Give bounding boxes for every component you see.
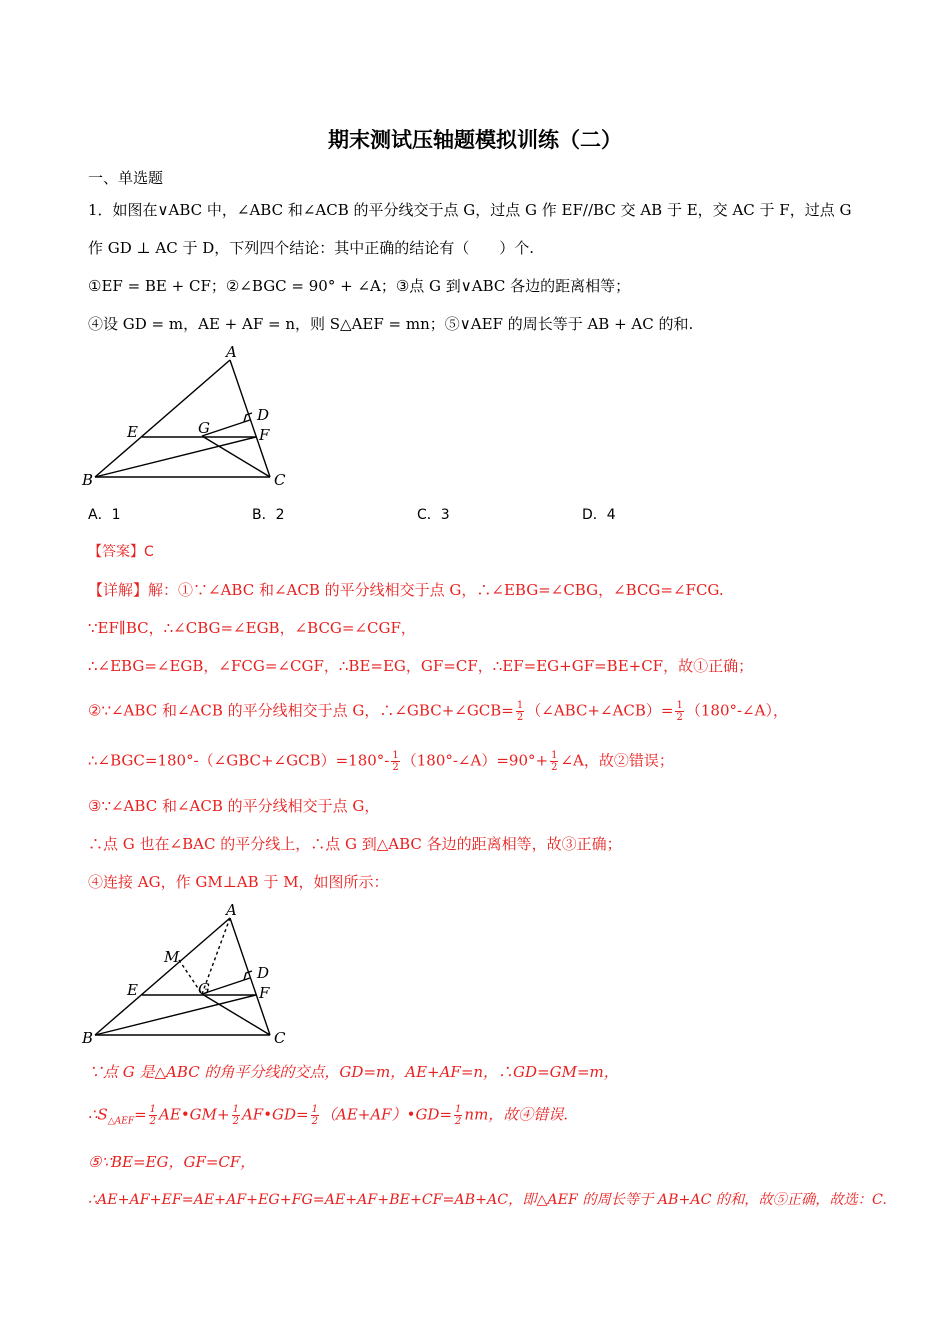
figure-1 (80, 340, 300, 490)
detail-text-5b: （180°-∠A）=90°+ (401, 751, 549, 770)
detail-text-5a: ∴∠BGC=180°-（∠GBC+∠GCB）=180°- (88, 751, 390, 770)
detail-line-12: ∴AE+AF+EF=AE+AF+EG+FG=AE+AF+BE+CF=AB+AC，即△AEF 的周长等于 AB+AC 的和，故⑤正确，故选：C. (88, 1192, 887, 1208)
fraction-half: $\frac{1}{2}$ (311, 1104, 318, 1127)
detail-text-4c: （180°-∠A）， (685, 701, 788, 720)
detail-line-6: ③∵∠ABC 和∠ACB 的平分线相交于点 G， (88, 797, 380, 815)
detail-line-1 (88, 580, 724, 600)
detail-text-4a: ②∵∠ABC 和∠ACB 的平分线相交于点 G，∴∠GBC+∠GCB= (88, 701, 514, 720)
fraction-half: $\frac{1}{2}$ (392, 750, 399, 773)
question-line-1: 1．如图在∨ABC 中，∠ABC 和∠ACB 的平分线交于点 G，过点 G 作 EF//BC 交 AB 于 E，交 AC 于 F，过点 G (88, 201, 852, 219)
label-m: M (164, 948, 180, 966)
detail-line-2: ∵EF∥BC，∴∠CBG=∠EGB，∠BCG=∠CGF， (88, 619, 416, 637)
label-c: C (274, 1029, 286, 1047)
segment-bf (95, 437, 256, 477)
section-heading: 一、单选题 (88, 169, 164, 187)
label-a: A (226, 343, 237, 361)
fraction-half: $\frac{1}{2}$ (516, 700, 524, 723)
answer: 【答案】C (88, 544, 154, 560)
label-a: A (226, 901, 237, 919)
detail-line-10: $\therefore S_{\triangle AEF}=$ $\frac{1}{2}$ AE•GM+ $\frac{1}{2}$ AF•GD= $\frac{1}{2}$ （AE+AF）•GD= $\frac{1}{2}$ nm，故④错误. (88, 1104, 569, 1127)
detail-line-8: ④连接 AG，作 GM⊥AB 于 M，如图所示： (88, 873, 389, 891)
label-b: B (82, 471, 94, 489)
detail-line-9: ∵点 G 是△ABC 的角平分线的交点，GD=m，AE+AF=n，∴GD=GM=m， (88, 1063, 619, 1081)
fraction-half: $\frac{1}{2}$ (455, 1104, 462, 1127)
detail-line-3: ∴∠EBG=∠EGB，∠FCG=∠CGF，∴BE=EG，GF=CF，∴EF=EG+GF=BE+CF，故①正确； (88, 657, 754, 675)
label-e: E (127, 981, 138, 999)
fraction-half: $\frac{1}{2}$ (232, 1104, 239, 1127)
label-d: D (257, 964, 270, 982)
question-line-3: ①EF = BE + CF；②∠BGC = 90° + ∠A；③点 G 到∨ABC 各边的距离相等； (88, 277, 631, 295)
label-f: F (259, 426, 270, 444)
figure-2 (80, 898, 300, 1048)
question-line-2: 作 GD ⊥ AC 于 D，下列四个结论：其中正确的结论有（ ）个. (88, 239, 535, 257)
choice-a[interactable]: A．1 (88, 507, 121, 523)
label-g: G (198, 419, 210, 437)
label-b: B (82, 1029, 94, 1047)
detail-text-5c: ∠A，故②错误； (560, 751, 674, 770)
page-title: 期末测试压轴题模拟训练（二） (328, 128, 622, 152)
detail-text-4b: （∠ABC+∠ACB）= (526, 701, 674, 720)
detail-line-5 (88, 750, 674, 773)
choice-b[interactable]: B．2 (252, 507, 285, 523)
segment-bf (95, 995, 256, 1035)
label-f: F (259, 984, 270, 1002)
detail-line-4 (88, 700, 788, 723)
fraction-half: $\frac{1}{2}$ (149, 1104, 157, 1127)
detail-line-7: ∴点 G 也在∠BAC 的平分线上，∴点 G 到△ABC 各边的距离相等，故③正确； (88, 835, 622, 853)
detail-tag: 【详解】 (88, 581, 149, 599)
detail-line-11: ⑤∵BE=EG，GF=CF， (88, 1153, 256, 1171)
fraction-half: $\frac{1}{2}$ (551, 750, 558, 773)
label-e: E (127, 423, 138, 441)
segment-ab (95, 918, 230, 1035)
fraction-half: $\frac{1}{2}$ (676, 700, 683, 723)
label-g: G (198, 980, 210, 998)
choice-c[interactable]: C．3 (417, 507, 450, 523)
label-d: D (257, 406, 270, 424)
detail-text-1: 解：①∵∠ABC 和∠ACB 的平分线相交于点 G，∴∠EBG=∠CBG，∠BCG=∠FCG. (148, 581, 724, 599)
choice-d[interactable]: D．4 (582, 507, 616, 523)
question-line-4: ④设 GD = m，AE + AF = n，则 S△AEF = mn；⑤∨AEF 的周长等于 AB + AC 的和. (88, 315, 694, 333)
label-c: C (274, 471, 286, 489)
